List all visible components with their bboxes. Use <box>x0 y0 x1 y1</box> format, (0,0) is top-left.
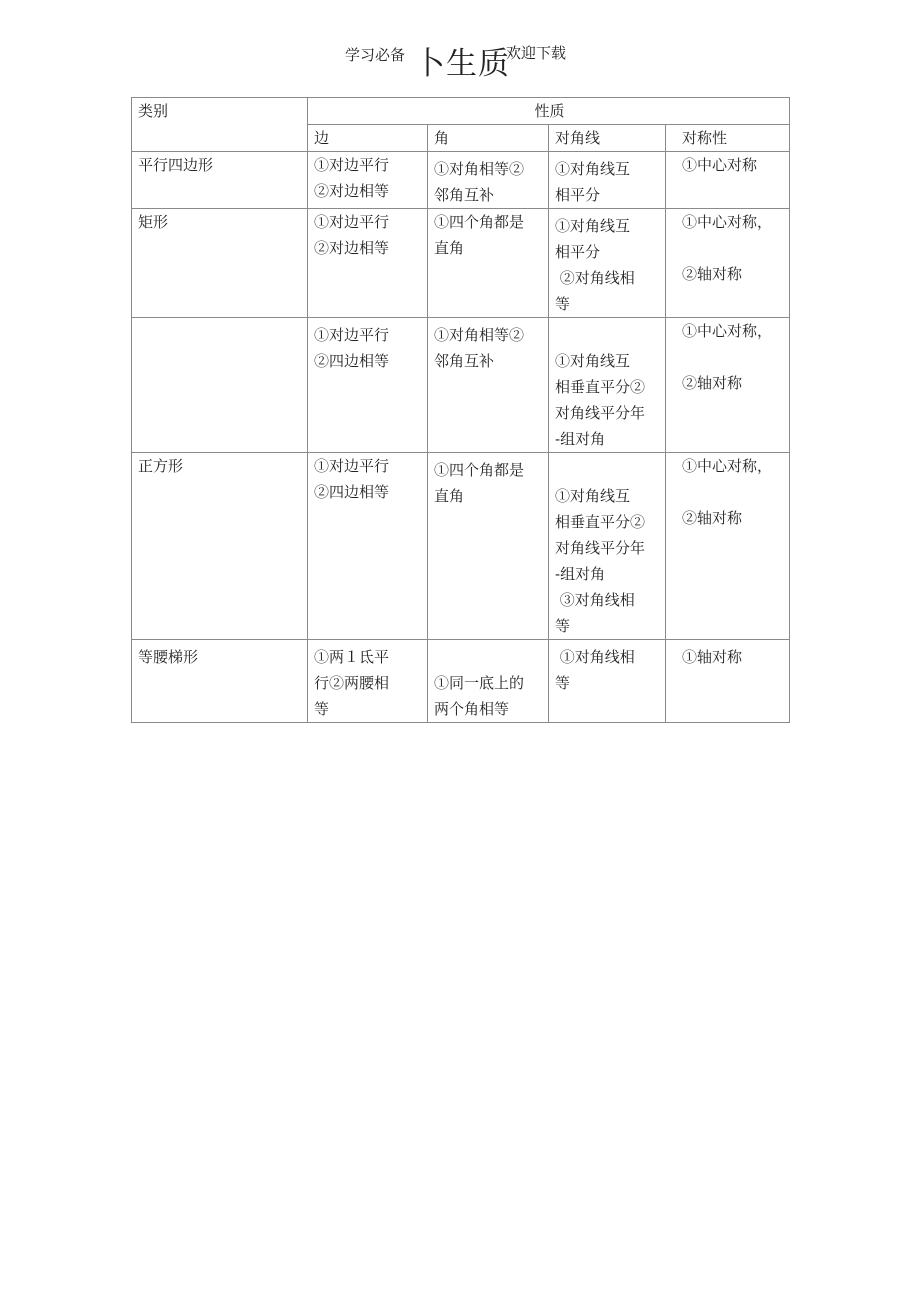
subheader-diagonal-cell <box>549 125 666 152</box>
subheader-symmetry-cell <box>666 125 790 152</box>
diagonal-cell <box>549 640 666 723</box>
subheader-symmetry: 对称性 <box>682 129 728 147</box>
category-header: 类别 <box>138 102 169 120</box>
angle-cell <box>428 152 549 209</box>
side-text: ①对边平行 ②对边相等 <box>314 213 390 257</box>
symmetry-text: ①中心对称， ②轴对称 <box>682 457 773 527</box>
angle-text: ①四个角都是 直角 <box>434 213 525 257</box>
row-name: 等腰梯形 <box>138 648 199 666</box>
diagonal-cell <box>549 318 666 453</box>
subheader-side: 边 <box>314 129 330 147</box>
row-name-cell <box>132 640 308 723</box>
properties-header: 性质 <box>534 102 565 120</box>
side-text: ①两１氐平 行②两腰相 等 <box>314 648 390 718</box>
angle-cell <box>428 318 549 453</box>
quadrilateral-properties-table <box>131 97 790 723</box>
table-row <box>132 640 790 723</box>
row-name-cell <box>132 152 308 209</box>
category-header-cell <box>132 98 308 152</box>
subheader-angle: 角 <box>434 129 450 147</box>
angle-text: ①四个角都是 直角 <box>434 461 525 505</box>
diagonal-text: ①对角线相 等 <box>555 648 635 692</box>
angle-text: ①对角相等② 邻角互补 <box>434 160 525 204</box>
symmetry-cell <box>666 453 790 640</box>
diagonal-text: ①对角线互 相平分 <box>555 160 631 204</box>
side-cell <box>308 318 428 453</box>
header-right-text: 欢迎下载 <box>506 44 567 62</box>
header-row <box>132 98 790 125</box>
row-name-cell <box>132 209 308 318</box>
angle-text: ①同一底上的 两个角相等 <box>434 674 525 718</box>
side-text: ①对边平行 ②四边相等 <box>314 326 390 370</box>
side-cell <box>308 152 428 209</box>
angle-text: ①对角相等② 邻角互补 <box>434 326 525 370</box>
diagonal-text: ①对角线互 相平分 ②对角线相 等 <box>555 217 635 313</box>
row-name: 矩形 <box>138 213 169 231</box>
page-header <box>0 38 920 88</box>
symmetry-cell <box>666 152 790 209</box>
side-cell <box>308 453 428 640</box>
subheader-diagonal: 对角线 <box>555 129 601 147</box>
side-text: ①对边平行 ②四边相等 <box>314 457 390 501</box>
angle-cell <box>428 453 549 640</box>
table-row <box>132 209 790 318</box>
angle-cell <box>428 209 549 318</box>
symmetry-text: ①轴对称 <box>682 648 743 666</box>
table-row <box>132 453 790 640</box>
symmetry-cell <box>666 209 790 318</box>
symmetry-text: ①中心对称 <box>682 156 758 174</box>
side-cell <box>308 640 428 723</box>
header-left-text: 学习必备 <box>345 46 406 64</box>
diagonal-text: ①对角线互 相垂直平分② 对角线平分年 -组对角 ③对角线相 等 <box>555 487 646 635</box>
row-name-cell <box>132 318 308 453</box>
diagonal-cell <box>549 152 666 209</box>
table-row <box>132 318 790 453</box>
angle-cell <box>428 640 549 723</box>
symmetry-text: ①中心对称， ②轴对称 <box>682 213 773 283</box>
symmetry-cell <box>666 640 790 723</box>
row-name: 正方形 <box>138 457 184 475</box>
side-text: ①对边平行 ②对边相等 <box>314 156 390 200</box>
table-row <box>132 152 790 209</box>
row-name: 平行四边形 <box>138 156 214 174</box>
symmetry-text: ①中心对称， ②轴对称 <box>682 322 773 392</box>
properties-header-cell <box>308 98 790 125</box>
subheader-angle-cell <box>428 125 549 152</box>
diagonal-text: ①对角线互 相垂直平分② 对角线平分年 -组对角 <box>555 352 646 448</box>
diagonal-cell <box>549 453 666 640</box>
diagonal-cell <box>549 209 666 318</box>
row-name-cell <box>132 453 308 640</box>
symmetry-cell <box>666 318 790 453</box>
side-cell <box>308 209 428 318</box>
subheader-side-cell <box>308 125 428 152</box>
header-title: 卜生质 <box>414 46 510 82</box>
